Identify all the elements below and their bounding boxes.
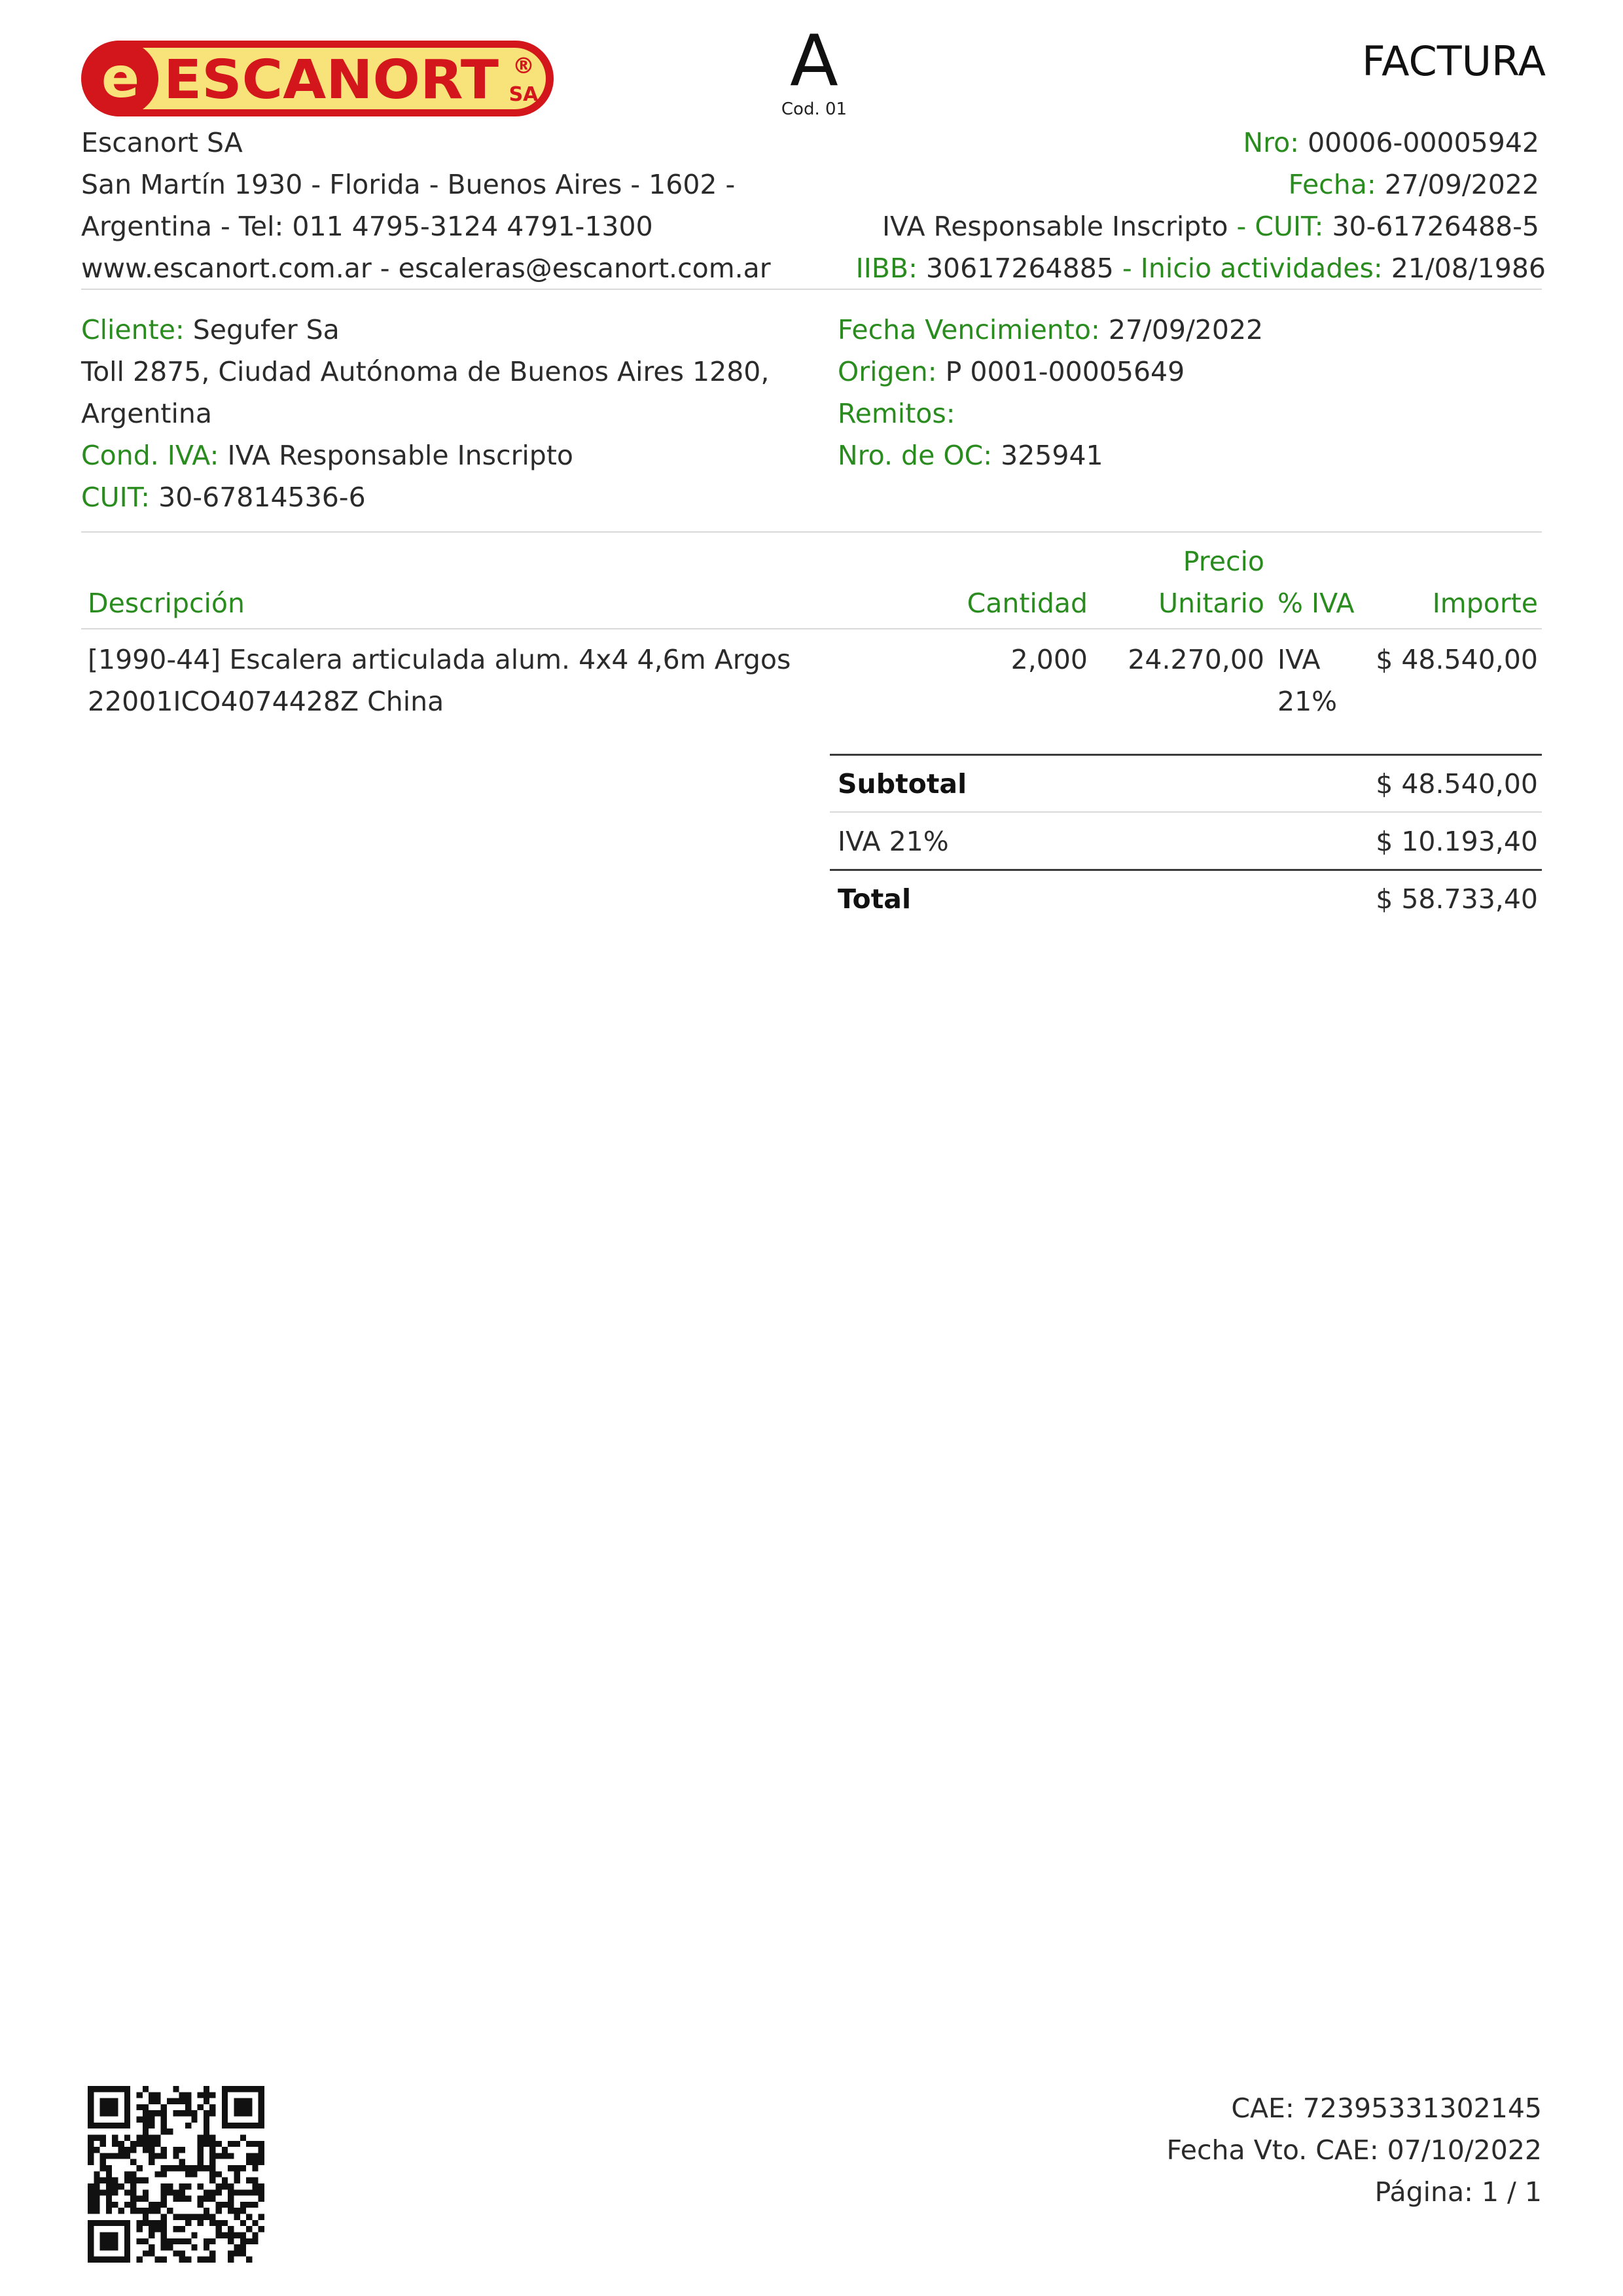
iva-total-value: $ 10.193,40 [1376,826,1538,857]
header-divider [81,289,1542,290]
row-desc-1: [1990-44] Escalera articulada alum. 4x4 4,6m Argos [88,644,791,675]
issuer-address-1: San Martín 1930 - Florida - Buenos Aires - 1602 - [81,169,736,200]
oc-row [838,434,1263,476]
oc-label: Nro. de OC: [838,440,993,471]
cuit-value: 30-61726488-5 [1332,211,1539,242]
vencimiento-value: 27/09/2022 [1108,314,1264,345]
inicio-value: 21/08/1986 [1391,253,1546,284]
fecha-value: 27/09/2022 [1384,169,1539,200]
order-block [838,309,1263,476]
issuer-web-email: www.escanort.com.ar - escaleras@escanort.com.ar [81,253,771,284]
client-cond-iva-row [81,434,769,476]
client-divider [81,531,1542,533]
document-title: FACTURA [1362,37,1546,85]
origen-row [838,351,1263,393]
invoice-letter-box [776,20,852,120]
subtotal-divider [830,811,1542,813]
invoice-date-row [856,164,1546,205]
row-importe: $ 48.540,00 [1376,644,1538,675]
client-cuit-row [81,476,769,518]
logo-initial: e [101,45,140,111]
inicio-label: - Inicio actividades: [1113,253,1383,284]
origen-value: P 0001-00005649 [945,356,1185,387]
invoice-tax-row [856,205,1546,247]
iva-total-label: IVA 21% [838,826,949,857]
th-descripcion: Descripción [88,588,245,619]
nro-label: Nro: [1243,127,1300,158]
vencimiento-row [838,309,1263,351]
vencimiento-label: Fecha Vencimiento: [838,314,1100,345]
cond-iva-value: IVA Responsable Inscripto [227,440,573,471]
th-importe: Importe [1432,588,1538,619]
row-desc-2: 22001ICO4074428Z China [88,686,444,717]
page-number: Página: 1 / 1 [1374,2176,1542,2208]
client-address-2: Argentina [81,398,212,429]
invoice-letter: A [790,20,838,102]
origen-label: Origen: [838,356,937,387]
totals-top-rule [830,754,1542,756]
iibb-value: 30617264885 [925,253,1114,284]
logo-suffix: SA [508,83,539,106]
th-cantidad: Cantidad [967,588,1088,619]
invoice-number-row [856,122,1546,164]
iibb-label: IIBB: [855,253,918,284]
oc-value: 325941 [1001,440,1103,471]
cae-expiry: Fecha Vto. CAE: 07/10/2022 [1166,2134,1542,2166]
cuit-label: - CUIT: [1228,211,1324,242]
logo-brand: ESCANORT [164,49,499,111]
subtotal-value: $ 48.540,00 [1376,768,1538,800]
nro-value: 00006-00005942 [1308,127,1539,158]
row-cantidad: 2,000 [1010,644,1088,675]
th-iva: % IVA [1277,588,1355,619]
total-value: $ 58.733,40 [1376,883,1538,915]
fecha-label: Fecha: [1288,169,1376,200]
qr-code [88,2086,264,2263]
row-iva-2: 21% [1277,686,1338,717]
cond-iva-label: Cond. IVA: [81,440,219,471]
escanort-logo [80,38,558,119]
invoice-iibb-row [856,247,1546,289]
invoice-meta [856,122,1546,289]
invoice-code: Cod. 01 [781,99,847,119]
logo-registered: ® [512,53,535,79]
total-label: Total [838,883,912,915]
issuer-name: Escanort SA [81,127,243,158]
client-name-row [81,309,769,351]
footer-cae-block [1166,2087,1542,2213]
th-precio-1: Precio [1183,546,1264,577]
table-header-divider [81,628,1542,629]
subtotal-label: Subtotal [838,768,967,800]
remitos-row [838,393,1263,434]
cliente-label: Cliente: [81,314,185,345]
client-block [81,309,769,518]
remitos-label: Remitos: [838,398,955,429]
client-cuit-label: CUIT: [81,482,151,513]
client-cuit-value: 30-67814536-6 [158,482,366,513]
th-precio-2: Unitario [1158,588,1264,619]
cae: CAE: 72395331302145 [1231,2093,1542,2124]
row-iva-1: IVA [1277,644,1321,675]
iva-condition: IVA Responsable Inscripto [882,211,1228,242]
row-precio: 24.270,00 [1128,644,1264,675]
total-top-rule [830,869,1542,871]
client-address-1: Toll 2875, Ciudad Autónoma de Buenos Aires 1280, [81,356,770,387]
issuer-block [81,122,771,289]
issuer-address-2: Argentina - Tel: 011 4795-3124 4791-1300 [81,211,653,242]
cliente-value: Segufer Sa [192,314,340,345]
